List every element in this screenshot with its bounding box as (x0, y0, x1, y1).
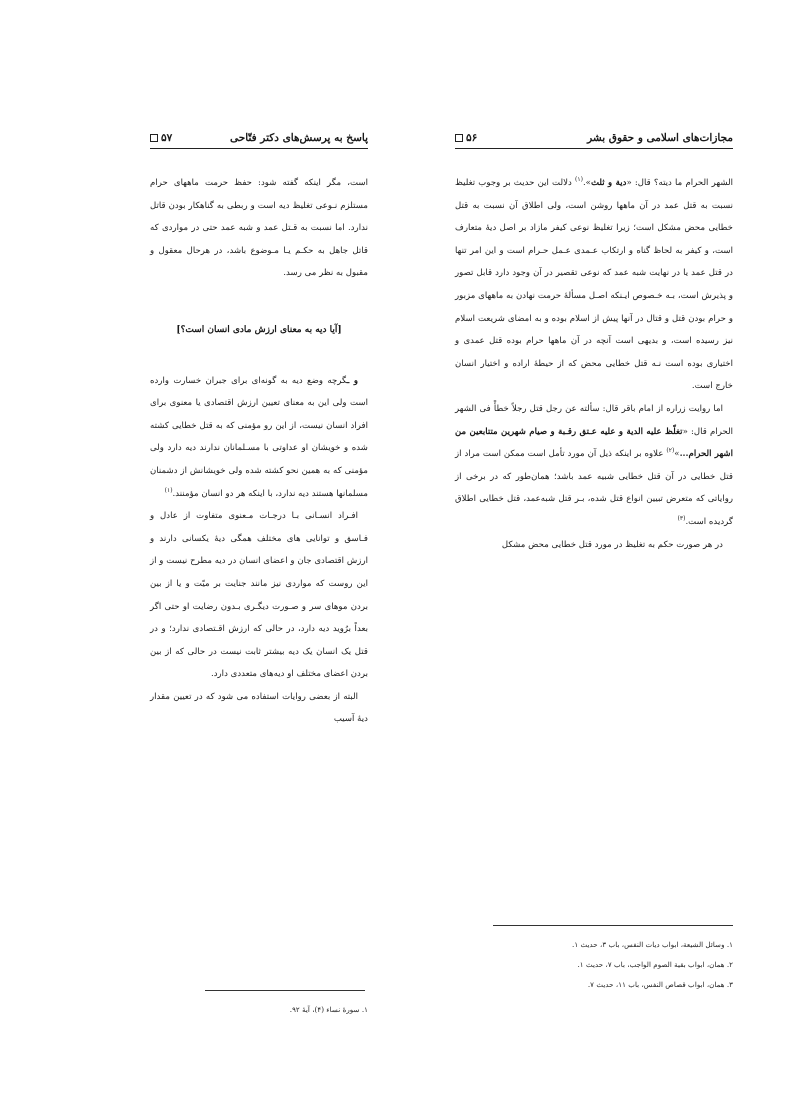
footnote: ۱. وسائل الشیعة، ابواب دیات النفس، باب ۳، حدیث ۱. (572, 940, 733, 949)
right-page (455, 0, 733, 1100)
left-paragraph-2-text: گرچه وضع دیه به گونه‌ای برای جبران خسارت وارده است ولی این به معنای تعیین ارزش اقتصادی یا معنوی برای افراد انسان نیست، از این رو مؤمنی که به قتل خطایی کشته شده و خویشان او عداوتی با مسـلمانان ندارند دیه دارد ولی مؤمنی که به همین نحو کشته شده ولی خویشانش از دشمنان مسلمانها هستند دیه ندارد، با اینکه هر دو انسان مؤمنند. (150, 375, 368, 499)
footnote-ref: (۳) (677, 515, 686, 523)
text-run: دلالت این حدیث بر وجوب تغلیظ نسبت به قتل عمد در آن ماهها روشن است، ولی اطلاق آن نسبت به قتل خطایی محض مشکل است؛ زیرا تغلیظ نوعی کیفر مازاد بر اصل دیهٔ متعارف است، و کیفر به لحاظ گناه و ارتکاب عـمدی عـمل حـرام است و این امر تنها در قتل عمد یا در نهایت شبه عمد که نوعی تقصیر در آن وجود دارد قابل تصور و پذیرش است، بـه خـصوص ایـنکه اصـل مسألهٔ حرمت نهادن به ماههای مزبور و حرام بودن قتل و قتال در آنها پیش از اسلام بوده و به امضای شریعت اسلام نیز رسیده است، و بدیهی است آنچه در آن ماهها حرام بوده قتل عمدی و اختیاری بوده است نـه قتل خطایی محض که از حیطهٔ اراده و اختیار انسان خارج است. (455, 178, 733, 392)
quoted-text: تغلّظ علیه الدیة و علیه عـتق رقـبة و صیام شهرین متتابعین من اشهر الحرام... (455, 426, 734, 460)
footnote-ref: (۲) (666, 447, 675, 455)
left-page-header (150, 124, 368, 149)
item-letter: و ـ (346, 375, 358, 386)
text-run: علاوه بر اینکه ذیل آن مورد تأمل است ممکن است مراد از قتل خطایی در آن قتل خطایی شبیه عمد باشد؛ همان‌طور که در برخی از روایاتی که متعرض تبیین انواع قتل شده، بـر قتل شبه‌عمد، قتل خطایی اطلاق گردیده است. (455, 449, 733, 527)
right-page-number: ۵۶ (466, 132, 478, 144)
left-page-number: ۵۷ (161, 132, 173, 144)
right-footnotes (455, 935, 733, 995)
footnote-separator (205, 990, 365, 991)
footnote: ۳. همان، ابواب قصاص النفس، باب ۱۱، حدیث ۷. (587, 980, 733, 989)
left-page-body (150, 172, 368, 731)
section-heading: [آیا دیه به معنای ارزش مادی انسان است؟] (176, 324, 342, 335)
left-page-running-title: پاسخ به پرسش‌های دکتر فتّاحی (230, 132, 368, 144)
footnote-separator (493, 925, 733, 926)
left-paragraph-3: افـراد انسـانی بـا درجـات مـعنوی متفاوت از عادل و فـاسق و توانایی های مختلف همگی دیهٔ یکسانی دارند و ارزش اقتصادی جان و اعضای انسان در دیه مطرح نیست و از این روست که مواردی نیز مانند جنایت بر میّت و یا از بین بردن موهای سر و صـورت دیگـری بـدون رضایت او حتی اگر بعداً برُوید دیه دارد، در حالی که ارزش اقـتصادی ندارد؛ و در قتل یک انسان یک دیه بیشتر ثابت نیست در حالی که از بین بردن اعضای مختلف او دیه‌های متعددی دارد. (150, 511, 368, 680)
right-paragraph-1 (455, 172, 733, 398)
left-paragraph-2 (150, 370, 368, 506)
quoted-text: دیة و ثلث (590, 178, 627, 188)
text-run: ». (582, 178, 591, 188)
footnote-ref: (۱) (575, 176, 583, 184)
left-footnotes (150, 1000, 368, 1020)
text-run: اما روایت زراره از امام باقر قال: سألته عن رجل قتل رجلاً خطأً فی الشهر الحرام قال: « (455, 403, 734, 437)
footnote: ۱. سورهٔ نساء (۴)، آیهٔ ۹۲. (289, 1005, 368, 1014)
right-page-running-title: مجازات‌های اسلامی و حقوق بشر (587, 132, 733, 144)
left-page-number-group (150, 132, 172, 144)
right-paragraph-2 (455, 398, 733, 534)
text-run: » (674, 449, 680, 460)
footnote: ۲. همان، ابواب بقیة الصوم الواجب، باب ۷، حدیث ۱. (577, 960, 733, 969)
page-marker-square-icon (150, 134, 158, 142)
right-paragraph-3: در هر صورت حکم به تغلیظ در مورد قتل خطایی محض مشکل (501, 539, 723, 550)
left-paragraph-4: البته از بعضی روایات استفاده می شود که در تعیین مقدار دیهٔ آسیب (150, 691, 368, 725)
footnote-ref: (۱) (164, 486, 173, 494)
text-run: الشهر الحرام ما دیته؟ قال: « (626, 178, 733, 188)
left-page (150, 0, 368, 1100)
right-page-number-group (455, 132, 477, 144)
right-page-body (455, 172, 733, 556)
right-page-header (455, 124, 733, 149)
left-paragraph-1: است، مگر اینکه گفته شود: حفظ حرمت ماههای حرام مستلزم نـوعی تغلیظ دیه است و ربطی به گناهکار بودن قاتل ندارد. اما نسبت به قـتل عمد و شبه عمد حتی در مواردی که قاتل جاهل به حکـم یـا مـوضوع باشد، در هرحال معقول و مقبول به نظر می رسد. (150, 178, 368, 279)
page-marker-square-icon (455, 134, 463, 142)
